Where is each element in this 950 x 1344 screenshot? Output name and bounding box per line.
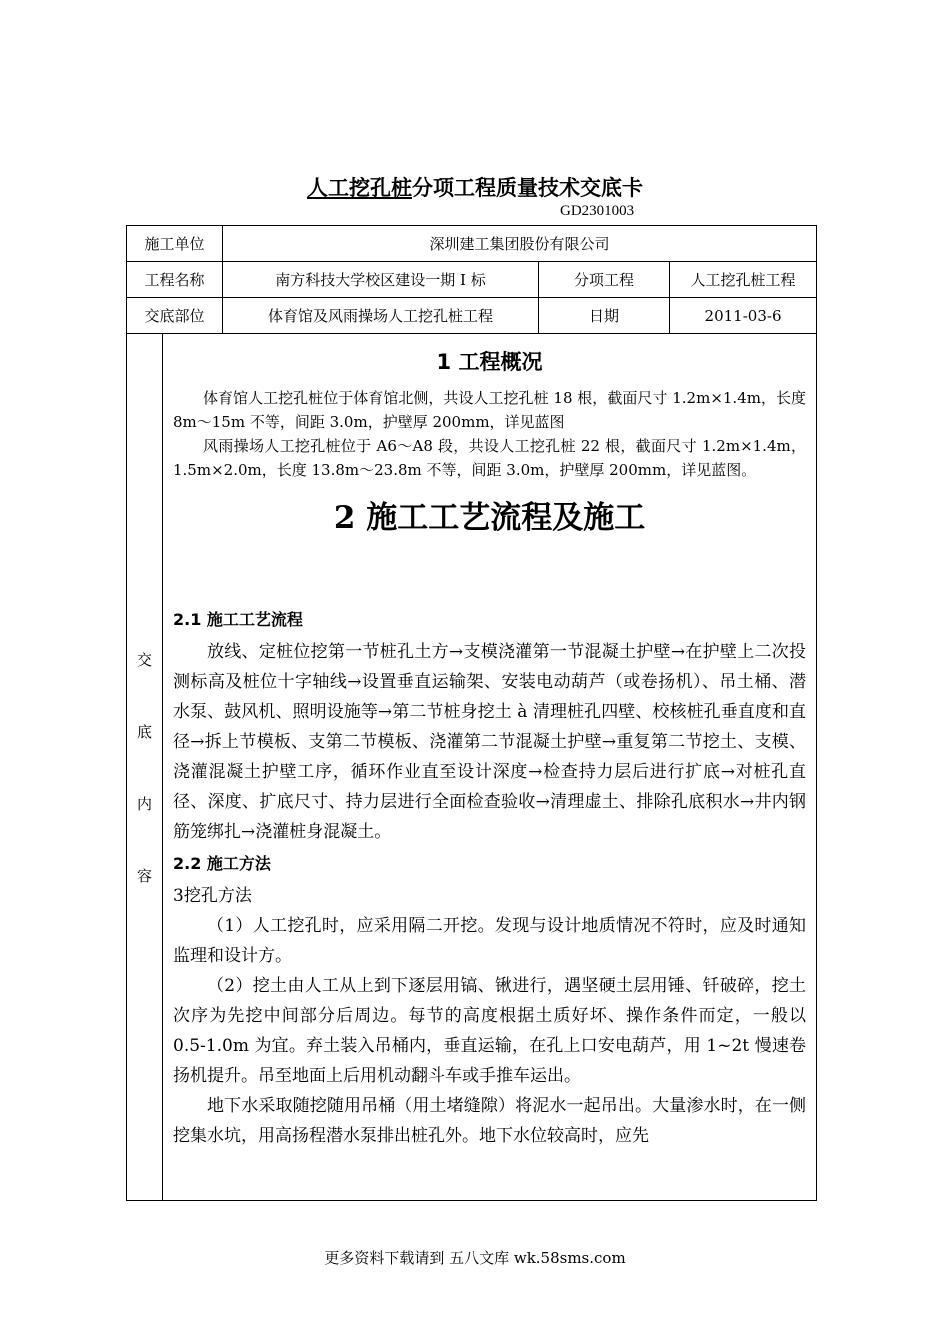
subsection-heading-2-2: 2.2 施工方法 xyxy=(173,854,271,873)
unit-value: 深圳建工集团股份有限公司 xyxy=(223,226,817,262)
unit-label: 施工单位 xyxy=(127,226,223,262)
project-label: 工程名称 xyxy=(127,262,223,298)
date-label: 日期 xyxy=(539,298,670,334)
title-rest: 分项工程质量技术交底卡 xyxy=(412,176,643,200)
row-unit xyxy=(127,226,817,262)
side-char: 交 xyxy=(136,650,152,669)
part-value: 体育馆及风雨操场人工挖孔桩工程 xyxy=(223,298,539,334)
subsection-heading-2-1: 2.1 施工工艺流程 xyxy=(173,610,303,629)
document-code: GD2301003 xyxy=(560,203,635,219)
section-heading-1: 1 工程概况 xyxy=(436,350,543,374)
process-paragraph: 放线、定桩位挖第一节桩孔土方→支模浇灌第一节混凝土护壁→在护壁上二次投测标高及桩位十字轴线→设置垂直运输架、安装电动葫芦（或卷扬机）、吊土桶、潜水泵、鼓风机、照明设施等→第二节桩身挖土 à 清理桩孔四壁、校核桩孔垂直度和直径→拆上节模板、支第二节模板、浇灌第二节混凝土护壁→重复第二节挖土、支模、浇灌混凝土护壁工序，循环作业直至设计深度→检查持力层后进行扩底→对桩孔直径、深度、扩底尺寸、持力层进行全面检查验收→清理虚土、排除孔底积水→井内钢筋笼绑扎→浇灌桩身混凝土。 xyxy=(173,642,807,842)
disclosure-card-table xyxy=(126,225,817,1201)
footer-link-text: 更多资料下载请到 五八文库 wk.58sms.com xyxy=(324,1249,626,1267)
section-heading-2: 2 施工工艺流程及施工 xyxy=(333,500,646,536)
title-underlined: 人工挖孔桩 xyxy=(307,176,412,200)
side-char: 底 xyxy=(136,722,152,741)
row-part xyxy=(127,298,817,334)
method-title: 3挖孔方法 xyxy=(173,886,252,906)
side-char: 内 xyxy=(136,794,152,813)
overview-paragraph-1: 体育馆人工挖孔桩位于体育馆北侧，共设人工挖孔桩 18 根，截面尺寸 1.2m×1.4m，长度 8m～15m 不等，间距 3.0m，护壁厚 200mm，详见蓝图 xyxy=(173,389,807,431)
side-char: 容 xyxy=(136,866,152,885)
groundwater-paragraph: 地下水采取随挖随用吊桶（用土堵缝隙）将泥水一起吊出。大量渗水时，在一侧挖集水坑，用高扬程潜水泵排出桩孔外。地下水位较高时，应先 xyxy=(173,1096,807,1146)
row-content xyxy=(127,334,817,1201)
subitem-label: 分项工程 xyxy=(539,262,670,298)
content-cell xyxy=(163,334,817,1201)
page-title xyxy=(0,172,950,202)
date-value: 2011-03-6 xyxy=(670,298,817,334)
overview-paragraph-2: 风雨操场人工挖孔桩位于 A6～A8 段，共设人工挖孔桩 22 根，截面尺寸 1.2m×1.4m，1.5m×2.0m，长度 13.8m～23.8m 不等，间距 3.0m，护壁厚 200mm，详见蓝图。 xyxy=(173,437,807,479)
side-label xyxy=(127,334,163,1201)
method-paragraph-2: （2）挖土由人工从上到下逐层用镐、锹进行，遇坚硬土层用锤、钎破碎，挖土次序为先挖中间部分后周边。每节的高度根据土质好坏、操作条件而定，一般以 0.5-1.0m 为宜。弃土装入吊桶内，垂直运输，在孔上口安电葫芦，用 1~2t 慢速卷扬机提升。吊至地面上后用机动翻斗车或手推车运出。 xyxy=(173,976,807,1086)
method-paragraph-1: （1）人工挖孔时，应采用隔二开挖。发现与设计地质情况不符时，应及时通知监理和设计方。 xyxy=(173,916,807,966)
row-project xyxy=(127,262,817,298)
project-value: 南方科技大学校区建设一期 I 标 xyxy=(223,262,539,298)
part-label: 交底部位 xyxy=(127,298,223,334)
subitem-value: 人工挖孔桩工程 xyxy=(670,262,817,298)
